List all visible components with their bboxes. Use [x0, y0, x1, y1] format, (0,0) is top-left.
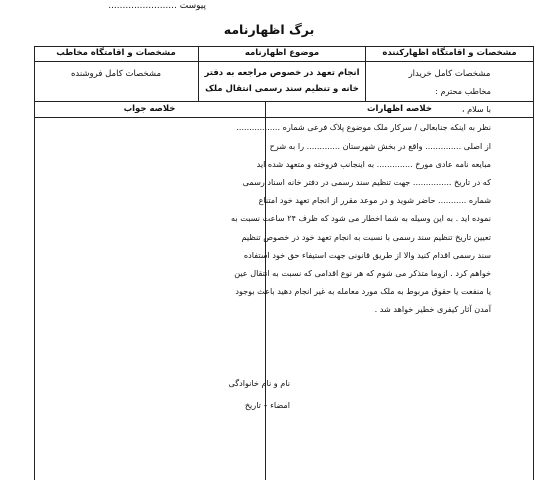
addressee-value: مشخصات کامل فروشنده	[70, 69, 162, 79]
body-line: خواهم کرد . ازوما متذکر می شوم که هر نوع اقدامی که نسبت به انتقال عین	[234, 268, 491, 279]
border-right	[533, 46, 534, 480]
body-line: که در تاریخ ............... جهت تنظیم سند رسمی در دفتر خانه اسناد رسمی	[242, 177, 491, 188]
attachment-dots: ........................	[108, 1, 177, 11]
body-line: مخاطب محترم :	[435, 86, 491, 96]
attachment-field	[46, 0, 206, 12]
body-line: از اصلی .............. واقع در بخش شهرستان ............. را به شرح	[269, 140, 491, 151]
statements-body	[231, 82, 491, 319]
name-label: نام و نام خانوادگی	[228, 378, 290, 388]
declarant-value: مشخصات کامل خریدار	[408, 69, 491, 79]
body-line: تعیین تاریخ تنظیم سند رسمی با نسبت به انجام تعهد خود در خصوص تنظیم	[241, 231, 491, 242]
body-line: سند رسمی اقدام کنید والا از طریق قانونی جهت استیفاء حق خود استفاده	[243, 249, 491, 260]
declarant-header: مشخصات و اقامتگاه اظهارکننده	[382, 48, 517, 58]
subject-line-2: خانه و تنظیم سند رسمی انتقال ملک	[205, 84, 359, 94]
attachment-label: پیوست	[179, 1, 206, 11]
body-line: یا منفعت یا حقوق مربوط به ملک مورد معامله به غیر انجام دهید باعث بوجود	[235, 286, 491, 297]
body-line: نظر به اینکه جنابعالی / سرکار ملک موضوع پلاک فرعی شماره .................	[236, 122, 491, 133]
body-line: شماره ........... حاضر شوید و در موعد مقرر از انجام تعهد خود امتناع	[258, 195, 491, 206]
body-line: مبایعه نامه عادی مورخ .............. به اینجانب فروخته و متعهد شده اید	[256, 158, 491, 169]
body-line: آمدن آثار کیفری خطیر خواهد شد .	[374, 304, 491, 315]
subject-line-1: انجام تعهد در خصوص مراجعه به دفتر	[204, 68, 360, 78]
reply-title: خلاصه جواب	[123, 104, 176, 114]
form-title: برگ اظهارنامه	[223, 22, 315, 37]
header-divider	[34, 61, 534, 62]
sign-date-label: امضاء – تاریخ	[244, 400, 290, 410]
addressee-header: مشخصات و اقامتگاه مخاطب	[56, 48, 176, 58]
statements-title: خلاصه اظهارات	[367, 104, 432, 114]
subject-header: موضوع اظهارنامه	[244, 48, 320, 58]
body-line: با سلام ،	[461, 104, 491, 115]
body-line: نموده اید . به این وسیله به شما اخطار می شود که ظرف ۲۴ ساعت نسبت به	[231, 213, 491, 224]
